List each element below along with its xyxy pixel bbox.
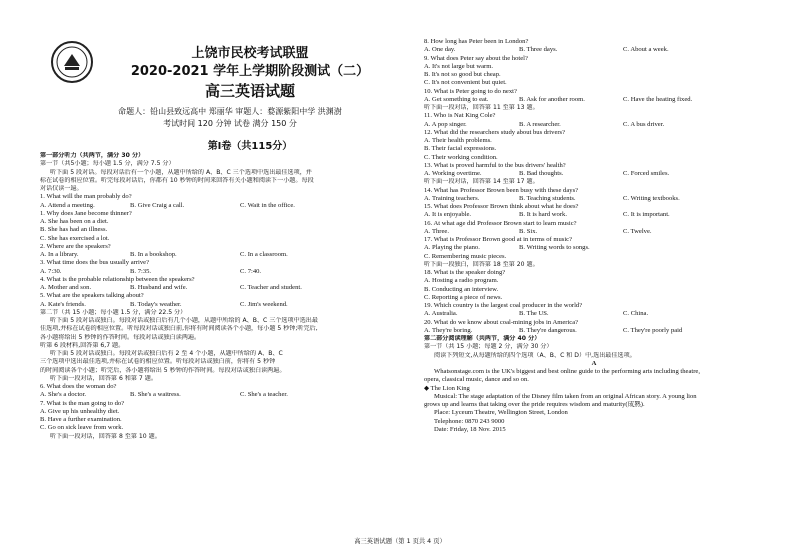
option-a[interactable]: A. A pop singer. — [424, 120, 467, 128]
option-a[interactable]: A. Get something to eat. — [424, 95, 489, 103]
option-a[interactable]: A. She's a doctor. — [40, 391, 87, 399]
instruction-line: 听下面 5 段对话。每段对话后有一个小题，从题中所给的 A、B、C 三个选项中选出最佳选项，并 — [50, 168, 312, 176]
option-a[interactable]: A. Their health problems. — [424, 137, 492, 144]
page-footer: 高三英语试题（第 1 页共 4 页） — [354, 538, 446, 545]
option-c[interactable]: C. It is important. — [623, 211, 670, 219]
option-c[interactable]: C. China. — [623, 310, 649, 318]
option-row — [424, 310, 764, 318]
section-subtitle: 第一节（共5小题；每小题 1.5 分，满分 7.5 分） — [40, 160, 175, 168]
passage-label: A — [591, 359, 597, 367]
option-b[interactable]: B. Have a further examination. — [40, 416, 122, 423]
listing-title: ◆ The Lion King — [424, 384, 470, 392]
question: 1. What will the man probably do? — [40, 193, 132, 201]
option-b[interactable]: B. It is hard work. — [519, 211, 567, 219]
option-a[interactable]: A. Three. — [424, 227, 449, 235]
option-b[interactable]: B. She has had an illness. — [40, 226, 108, 234]
option-c[interactable]: C. It's not convenient but quiet. — [424, 79, 507, 87]
term-title: 2020-2021 学年上学期阶段测试（二） — [130, 64, 370, 79]
listen-intro: 听下面一段独白，回答第 18 至第 20 题。 — [424, 260, 539, 268]
question: 19. Which country is the largest coal producer in the world? — [424, 302, 583, 309]
option-row — [40, 202, 420, 210]
option-c[interactable]: C. Twelve. — [623, 227, 652, 235]
exam-info-line: 考试时间 120 分钟 试卷 满分 150 分 — [163, 119, 297, 128]
option-a[interactable]: A. In a library. — [40, 251, 79, 258]
question: 1. Why does Jane become thinner? — [40, 209, 132, 217]
option-c[interactable]: C. Wait in the office. — [240, 201, 295, 209]
option-row — [424, 228, 764, 236]
option-c[interactable]: C. Writing textbooks. — [623, 194, 680, 202]
option-b[interactable]: B. Give Craig a call. — [130, 201, 185, 209]
option-row — [40, 391, 420, 399]
listing-place: Place: Lyceum Theatre, Wellington Street, London — [434, 409, 568, 417]
instruction-line: 阅读下列短文,从每题所给的四个选项（A、B、C 和 D）中,选出最佳选项。 — [434, 351, 636, 359]
option-a[interactable]: A. Attend a meeting. — [40, 201, 95, 209]
option-c[interactable]: C. Jim's weekend. — [240, 300, 288, 308]
option-row — [40, 251, 420, 259]
authors-line: 命题人：铅山县致远高中 郑丽华 审题人：婺源紫阳中学 洪渊澍 — [118, 107, 342, 116]
listing-telephone: Telephone: 0870 243 9000 — [434, 417, 505, 425]
passage-line: grows up and learns that taking over the pride requires wisdom and maturity(成熟). — [424, 401, 645, 408]
instruction-line: 三个选项中选出最佳选项,并标在试卷的相应位置。听每段对话或独白前，你将有 5 秒钟 — [40, 358, 276, 366]
option-c[interactable]: C. Remembering music pieces. — [424, 252, 507, 260]
option-a[interactable]: A. Australia. — [424, 310, 458, 318]
option-b[interactable]: B. Teaching students. — [519, 194, 576, 202]
listen-intro: 听下面一段对话，回答第 11 至第 13 题。 — [424, 104, 539, 111]
option-c[interactable]: C. They're poorly paid — [623, 326, 683, 334]
option-c[interactable]: C. Reporting a piece of news. — [424, 293, 503, 301]
option-b[interactable]: B. Conducting an interview. — [424, 285, 499, 293]
option-c[interactable]: C. Their working condition. — [424, 153, 498, 161]
question: 15. What does Professor Brown think about what he does? — [424, 203, 579, 210]
question: 12. What did the researchers study about bus drivers? — [424, 128, 566, 136]
question: 9. What does Peter say about the hotel? — [424, 54, 528, 62]
instruction-line: 标在试卷的相应位置。听完每段对话后，你都有 10 秒钟的时间来回答有关小题和阅读下一小题。每段 — [40, 176, 314, 184]
alliance-title: 上饶市民校考试联盟 — [191, 46, 309, 61]
option-c[interactable]: C. About a week. — [623, 46, 669, 54]
question: 6. What does the woman do? — [40, 383, 117, 390]
part-label: 第Ⅰ卷（共115分） — [207, 141, 293, 152]
question: 11. Who is Nat King Cole? — [424, 112, 496, 120]
option-a[interactable]: A. Training teachers. — [424, 194, 480, 202]
option-a[interactable]: A. One day. — [424, 46, 456, 54]
listen-intro: 听第 6 段材料,回答第 6,7 题。 — [40, 341, 125, 349]
option-row — [40, 301, 420, 309]
option-c[interactable]: C. She's a teacher. — [240, 391, 288, 399]
question: 20. What do we know about coal-mining jobs in America? — [424, 318, 579, 326]
option-row — [424, 327, 764, 335]
listen-intro: 听下面一段对话，回答第 14 至第 17 题。 — [424, 178, 539, 186]
passage-line: opera, classical music, dance and so on. — [424, 376, 529, 384]
option-a[interactable]: A. They're boring. — [424, 326, 473, 334]
option-b[interactable]: B. In a bookshop. — [130, 251, 177, 258]
question: 18. What is the speaker doing? — [424, 269, 506, 276]
option-row — [424, 195, 764, 203]
instruction-line: 听下面 5 段对话或独白。每段对话或独白后有几个小题，从题中所给的 A、B、C 三个选项中选出最 — [50, 317, 318, 324]
question: 5. What are the speakers talking about? — [40, 292, 144, 300]
option-a[interactable]: A. Give up his unhealthy diet. — [40, 407, 120, 415]
option-row — [424, 170, 764, 178]
option-a[interactable]: A. Playing the piano. — [424, 244, 480, 252]
option-b[interactable]: B. The US. — [519, 310, 549, 318]
listing-date: Date: Friday, 18 Nov. 2015 — [434, 425, 506, 433]
option-c[interactable]: C. Teacher and student. — [240, 284, 302, 291]
question: 8. How long has Peter been in London? — [424, 38, 529, 45]
question: 14. What has Professor Brown been busy with these days? — [424, 186, 579, 194]
question: 10. What is Peter going to do next? — [424, 87, 517, 95]
option-row — [40, 284, 420, 292]
option-row — [424, 121, 764, 129]
instruction-line: 佳选项,并标在试卷的相应位置。听每段对话或独白前,你将有时间阅读各个小题，每小题 5 秒钟;听完后, — [40, 325, 318, 333]
option-a[interactable]: A. Hosting a radio program. — [424, 277, 499, 285]
question: 7. What is the man going to do? — [40, 399, 125, 407]
option-c[interactable]: C. She has exercised a lot. — [40, 234, 110, 242]
section-subtitle: 第一节（共 15 小题；每题 2 分，满分 30 分） — [424, 343, 553, 351]
section-title: 第一部分听力（共两节，满分 30 分） — [40, 152, 145, 159]
exam-title: 高三英语试题 — [204, 82, 295, 100]
option-a[interactable]: A. It is enjoyable. — [424, 211, 472, 219]
passage-line: Whatsonstage.com is the UK's biggest and best online guide to the performing arts including theatre, — [434, 368, 700, 375]
option-b[interactable]: B. Ask for another room. — [519, 95, 585, 103]
listen-intro: 听下面一段对话，回答第 8 至第 10 题。 — [50, 432, 161, 440]
option-b[interactable]: B. Writing words to songs. — [519, 244, 590, 252]
option-c[interactable]: C. In a classroom. — [240, 251, 288, 258]
right-column — [424, 38, 764, 434]
option-c[interactable]: C. Go on sick leave from work. — [40, 424, 124, 432]
option-a[interactable]: A. It's not large but warm. — [424, 62, 494, 70]
option-b[interactable]: B. It's not so good but cheap. — [424, 71, 501, 78]
option-row — [40, 268, 420, 276]
option-row — [424, 211, 764, 219]
option-b[interactable]: B. Their facial expressions. — [424, 145, 497, 153]
question: 2. Where are the speakers? — [40, 242, 111, 250]
option-b[interactable]: B. 7:35. — [130, 267, 152, 275]
question: 3. What time does the bus usually arrive? — [40, 259, 150, 267]
left-column — [40, 152, 420, 441]
option-b[interactable]: B. Three days. — [519, 46, 558, 54]
option-row — [424, 96, 764, 104]
option-b[interactable]: B. A researcher. — [519, 120, 561, 128]
option-a[interactable]: A. Kate's friends. — [40, 300, 86, 308]
listen-intro: 听下面一段对话，回答第 6 和第 7 题。 — [50, 374, 157, 382]
section-subtitle: 第二节（共 15 小题；每小题 1.5 分，满分 22.5 分） — [40, 308, 187, 316]
option-a[interactable]: A. 7:30. — [40, 267, 62, 275]
question: 16. At what age did Professor Brown start to learn music? — [424, 219, 577, 227]
option-a[interactable]: A. Working overtime. — [424, 170, 482, 177]
option-row — [424, 46, 764, 54]
instruction-line: 对话仅读一遍。 — [40, 185, 83, 192]
option-b[interactable]: B. Bad thoughts. — [519, 170, 564, 177]
instruction-line: 的时间阅读各个小题；听完后，各小题将给出 5 秒钟的作答时间。每段对话或独白读两遍。 — [40, 366, 286, 374]
question: 4. What is the probable relationship between the speakers? — [40, 275, 195, 283]
option-b[interactable]: B. Husband and wife. — [130, 284, 188, 291]
option-c[interactable]: C. A bus driver. — [623, 120, 665, 128]
option-c[interactable]: C. Have the heating fixed. — [623, 95, 693, 103]
school-seal-logo — [50, 40, 94, 84]
instruction-line: 听下面 5 段对话或独白。每段对话或独白后有 2 至 4 个小题，从题中所给的 A、B、C — [50, 350, 283, 357]
option-c[interactable]: C. 7:40. — [240, 267, 262, 275]
question: 17. What is Professor Brown good at in terms of music? — [424, 236, 573, 243]
option-c[interactable]: C. Forced smiles. — [623, 170, 670, 177]
option-a[interactable]: A. She has been on a diet. — [40, 218, 109, 225]
option-row — [424, 244, 764, 252]
option-b[interactable]: B. Today's weather. — [130, 300, 182, 308]
question: 13. What is proved harmful to the bus drivers' health? — [424, 161, 566, 169]
passage-line: Musical: The stage adaptation of the Disney film taken from an original African story. A young lion — [434, 392, 697, 400]
option-b[interactable]: B. They're dangerous. — [519, 326, 577, 334]
option-b[interactable]: B. Six. — [519, 227, 538, 235]
instruction-line: 各小题将给出 5 秒钟的作答时间。每段对话或独白读两遍。 — [40, 333, 201, 341]
option-a[interactable]: A. Mother and son. — [40, 284, 92, 291]
option-b[interactable]: B. She's a waitress. — [130, 391, 181, 399]
section-title: 第二部分阅读理解（共两节，满分 40 分） — [424, 335, 541, 342]
